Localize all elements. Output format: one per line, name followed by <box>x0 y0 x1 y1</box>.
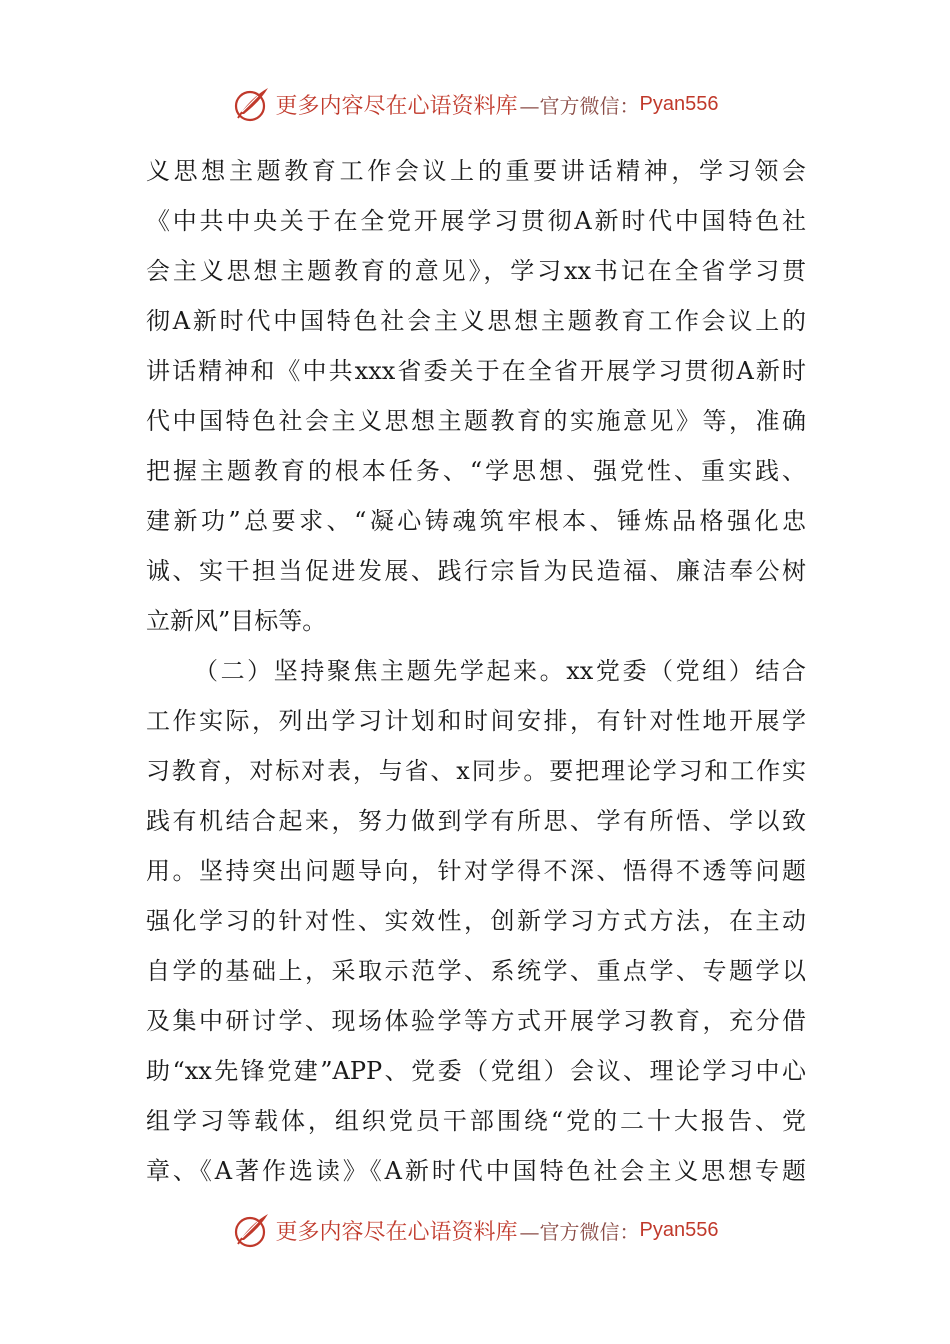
watermark-subtext: —官方微信： <box>519 1219 640 1244</box>
document-body <box>146 146 806 1196</box>
watermark-text: 更多内容尽在心语资料库 <box>275 93 518 119</box>
text-line: 强化学习的针对性、实效性，创新学习方式方法，在主动 <box>146 907 806 935</box>
text-line: 组学习等载体，组织党员干部围绕“党的二十大报告、党 <box>146 1107 806 1135</box>
text-line: 会主义思想主题教育的意见》，学习xx书记在全省学习贯 <box>146 257 806 285</box>
text-line: 代中国特色社会主义思想主题教育的实施意见》等，准确 <box>146 407 806 435</box>
text-line: 及集中研讨学、现场体验学等方式开展学习教育，充分借 <box>146 1007 806 1035</box>
footer-watermark <box>0 1208 950 1252</box>
paragraph-2 <box>146 646 806 1196</box>
text-line: 助“xx先锋党建”APP、党委（党组）会议、理论学习中心 <box>146 1057 806 1085</box>
text-line: 建新功”总要求、“凝心铸魂筑牢根本、锤炼品格强化忠 <box>146 507 806 535</box>
paragraph-1 <box>146 146 806 646</box>
text-line: 讲话精神和《中共xxx省委关于在全省开展学习贯彻A新时 <box>146 357 806 385</box>
header-watermark <box>0 82 950 126</box>
text-line: 把握主题教育的根本任务、“学思想、强党性、重实践、 <box>146 457 806 485</box>
text-line: 章、《A著作选读》《A新时代中国特色社会主义思想专题 <box>146 1157 806 1185</box>
text-line: 自学的基础上，采取示范学、系统学、重点学、专题学以 <box>146 957 806 985</box>
text-line: 用。坚持突出问题导向，针对学得不深、悟得不透等问题 <box>146 857 806 885</box>
text-line: 彻A新时代中国特色社会主义思想主题教育工作会议上的 <box>146 307 806 335</box>
text-line: 立新风”目标等。 <box>146 607 327 635</box>
text-line: 工作实际，列出学习计划和时间安排，有针对性地开展学 <box>146 707 806 735</box>
text-line: 《中共中央关于在全党开展学习贯彻A新时代中国特色社 <box>146 207 806 235</box>
watermark-text: 更多内容尽在心语资料库 <box>275 1219 518 1245</box>
text-line: 习教育，对标对表，与省、x同步。要把理论学习和工作实 <box>146 757 806 785</box>
text-line: （二）坚持聚焦主题先学起来。xx党委（党组）结合 <box>194 657 806 685</box>
quill-logo-icon <box>232 1210 272 1250</box>
watermark-subtext: —官方微信： <box>519 93 640 118</box>
watermark-id: Pyan556 <box>639 92 719 115</box>
text-line: 诚、实干担当促进发展、践行宗旨为民造福、廉洁奉公树 <box>146 557 806 585</box>
text-line: 义思想主题教育工作会议上的重要讲话精神，学习领会 <box>146 157 806 185</box>
text-line: 践有机结合起来，努力做到学有所思、学有所悟、学以致 <box>146 807 806 835</box>
quill-logo-icon <box>232 84 272 124</box>
watermark-id: Pyan556 <box>639 1218 719 1241</box>
